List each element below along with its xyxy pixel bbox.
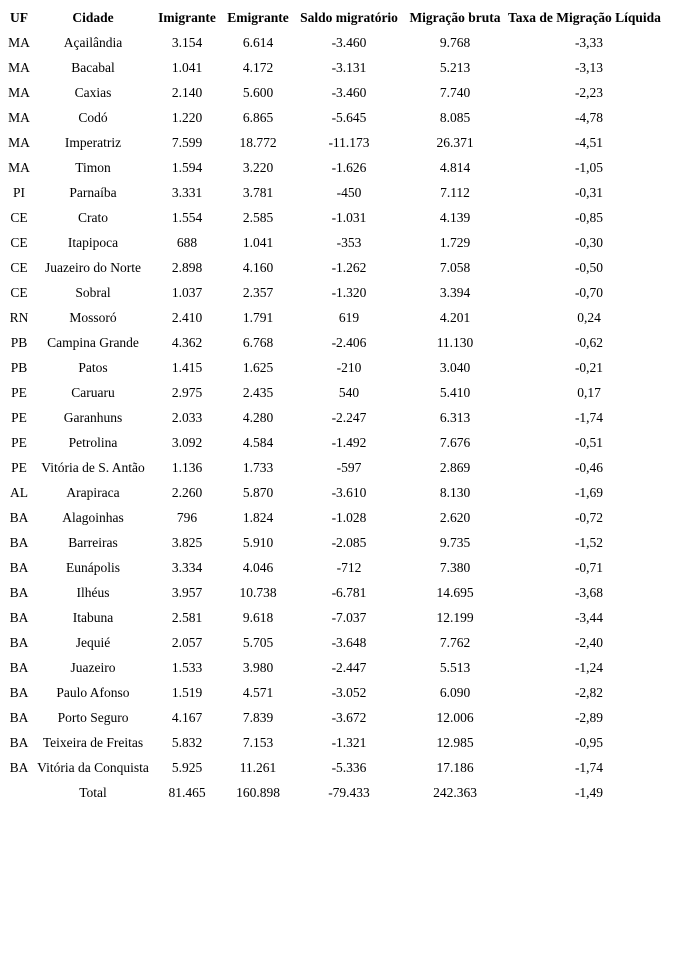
emigrante-cell: 3.220 <box>242 159 274 175</box>
emigrante-cell: 4.172 <box>242 59 274 75</box>
taxa-cell: -4,51 <box>574 134 604 150</box>
cidade-cell: Juazeiro do Norte <box>45 259 141 275</box>
saldo-cell: -3.052 <box>331 684 367 700</box>
migracao-bruta-cell: 3.040 <box>439 359 471 375</box>
taxa-cell: 0,24 <box>577 309 601 325</box>
saldo-cell: -7.037 <box>331 609 367 625</box>
migracao-bruta-cell: 4.814 <box>439 159 471 175</box>
table-row <box>4 55 672 80</box>
migracao-bruta-cell: 4.139 <box>439 209 471 225</box>
taxa-cell: -1,49 <box>574 784 604 800</box>
emigrante-cell: 18.772 <box>239 134 277 150</box>
emigrante-cell: 2.357 <box>242 284 274 300</box>
emigrante-cell: 4.160 <box>242 259 274 275</box>
table-row <box>4 580 672 605</box>
taxa-cell: -0,46 <box>574 459 604 475</box>
cidade-cell: Timon <box>75 159 111 175</box>
taxa-cell: -1,24 <box>574 659 604 675</box>
cidade-cell: Ilhéus <box>76 584 110 600</box>
emigrante-cell: 4.584 <box>242 434 274 450</box>
cidade-cell: Alagoinhas <box>62 509 124 525</box>
emigrante-cell: 5.910 <box>242 534 274 550</box>
taxa-cell: -2,89 <box>574 709 604 725</box>
emigrante-cell: 2.435 <box>242 384 274 400</box>
cidade-cell: Porto Seguro <box>57 709 129 725</box>
migracao-bruta-cell: 3.394 <box>439 284 471 300</box>
uf-cell: BA <box>9 534 29 550</box>
cidade-cell: Bacabal <box>71 59 115 75</box>
header-uf: UF <box>10 9 28 25</box>
imigrante-cell: 1.037 <box>171 284 203 300</box>
uf-cell: BA <box>9 559 29 575</box>
taxa-cell: -0,72 <box>574 509 604 525</box>
uf-cell: MA <box>8 84 30 100</box>
table-row <box>4 30 672 55</box>
header-imigrante: Imigrante <box>158 9 216 25</box>
migracao-bruta-cell: 12.006 <box>436 709 474 725</box>
migracao-bruta-cell: 2.620 <box>439 509 471 525</box>
imigrante-cell: 3.957 <box>171 584 203 600</box>
cidade-cell: Itapipoca <box>67 234 119 250</box>
uf-cell: BA <box>9 634 29 650</box>
migracao-bruta-cell: 9.735 <box>439 534 471 550</box>
imigrante-cell: 1.594 <box>171 159 203 175</box>
migracao-bruta-cell: 12.199 <box>436 609 474 625</box>
emigrante-cell: 5.600 <box>242 84 274 100</box>
migracao-bruta-cell: 6.090 <box>439 684 471 700</box>
saldo-cell: -1.028 <box>331 509 367 525</box>
imigrante-cell: 2.057 <box>171 634 203 650</box>
emigrante-cell: 7.153 <box>242 734 274 750</box>
saldo-cell: -5.336 <box>331 759 367 775</box>
taxa-cell: -3,33 <box>574 34 604 50</box>
saldo-cell: -1.320 <box>331 284 367 300</box>
table-row <box>4 455 672 480</box>
table-row <box>4 680 672 705</box>
uf-cell: MA <box>8 59 30 75</box>
migracao-bruta-cell: 1.729 <box>439 234 471 250</box>
table-row <box>4 355 672 380</box>
uf-cell: BA <box>9 759 29 775</box>
migracao-bruta-cell: 9.768 <box>439 34 471 50</box>
taxa-cell: -0,85 <box>574 209 604 225</box>
table-body <box>4 30 672 805</box>
imigrante-cell: 1.041 <box>171 59 203 75</box>
cidade-cell: Itabuna <box>72 609 114 625</box>
table-row <box>4 155 672 180</box>
uf-cell: BA <box>9 709 29 725</box>
taxa-cell: -3,44 <box>574 609 604 625</box>
imigrante-cell: 1.554 <box>171 209 203 225</box>
emigrante-cell: 9.618 <box>242 609 274 625</box>
imigrante-cell: 2.975 <box>171 384 203 400</box>
taxa-cell: -3,13 <box>574 59 604 75</box>
saldo-cell: -6.781 <box>331 584 367 600</box>
saldo-cell: -1.492 <box>331 434 367 450</box>
taxa-cell: -0,21 <box>574 359 604 375</box>
saldo-cell: -712 <box>336 559 362 575</box>
uf-cell: MA <box>8 159 30 175</box>
table-row <box>4 80 672 105</box>
migracao-bruta-cell: 6.313 <box>439 409 471 425</box>
taxa-cell: 0,17 <box>577 384 601 400</box>
saldo-cell: -2.406 <box>331 334 367 350</box>
header-saldo-migratorio: Saldo migratório <box>300 9 398 25</box>
uf-cell: PE <box>11 434 27 450</box>
migracao-bruta-cell: 8.130 <box>439 484 471 500</box>
imigrante-cell: 2.898 <box>171 259 203 275</box>
migracao-bruta-cell: 8.085 <box>439 109 471 125</box>
uf-cell <box>4 780 34 805</box>
saldo-cell: -597 <box>336 459 362 475</box>
saldo-cell: -450 <box>336 184 362 200</box>
cidade-cell: Imperatriz <box>64 134 122 150</box>
migracao-bruta-cell: 11.130 <box>436 334 474 350</box>
emigrante-cell: 4.280 <box>242 409 274 425</box>
table-row <box>4 655 672 680</box>
cidade-cell: Caxias <box>74 84 112 100</box>
uf-cell: PI <box>12 184 25 200</box>
saldo-cell: -210 <box>336 359 362 375</box>
imigrante-cell: 3.825 <box>171 534 203 550</box>
saldo-cell: -1.626 <box>331 159 367 175</box>
uf-cell: BA <box>9 584 29 600</box>
cidade-cell: Garanhuns <box>63 409 123 425</box>
table-row <box>4 755 672 780</box>
imigrante-cell: 2.260 <box>171 484 203 500</box>
emigrante-cell: 6.768 <box>242 334 274 350</box>
saldo-cell: -3.610 <box>331 484 367 500</box>
emigrante-cell: 1.733 <box>242 459 274 475</box>
uf-cell: MA <box>8 134 30 150</box>
saldo-cell: -1.321 <box>331 734 367 750</box>
cidade-cell: Vitória da Conquista <box>37 759 149 775</box>
taxa-cell: -1,69 <box>574 484 604 500</box>
migracao-bruta-cell: 242.363 <box>433 784 477 800</box>
saldo-cell: -1.262 <box>331 259 367 275</box>
cidade-cell: Juazeiro <box>70 659 116 675</box>
imigrante-cell: 3.331 <box>171 184 203 200</box>
taxa-cell: -0,71 <box>574 559 604 575</box>
uf-cell: RN <box>9 309 29 325</box>
emigrante-cell: 11.261 <box>239 759 277 775</box>
migracao-bruta-cell: 7.762 <box>439 634 471 650</box>
table-row <box>4 630 672 655</box>
saldo-cell: -3.672 <box>331 709 367 725</box>
table-row <box>4 405 672 430</box>
cidade-cell: Patos <box>78 359 108 375</box>
emigrante-cell: 6.614 <box>242 34 274 50</box>
saldo-cell: -2.247 <box>331 409 367 425</box>
imigrante-cell: 4.362 <box>171 334 203 350</box>
imigrante-cell: 1.220 <box>171 109 203 125</box>
imigrante-cell: 2.410 <box>171 309 203 325</box>
imigrante-cell: 5.925 <box>171 759 203 775</box>
uf-cell: CE <box>10 284 28 300</box>
table-header-row <box>4 5 672 30</box>
migracao-bruta-cell: 7.058 <box>439 259 471 275</box>
migracao-bruta-cell: 5.213 <box>439 59 471 75</box>
imigrante-cell: 2.033 <box>171 409 203 425</box>
migracao-bruta-cell: 2.869 <box>439 459 471 475</box>
cidade-cell: Crato <box>78 209 108 225</box>
cidade-cell: Barreiras <box>68 534 118 550</box>
imigrante-cell: 796 <box>176 509 198 525</box>
table-row <box>4 705 672 730</box>
table-row <box>4 480 672 505</box>
uf-cell: MA <box>8 34 30 50</box>
emigrante-cell: 6.865 <box>242 109 274 125</box>
table-row <box>4 605 672 630</box>
cidade-cell: Paulo Afonso <box>56 684 130 700</box>
emigrante-cell: 160.898 <box>236 784 280 800</box>
total-row <box>4 780 672 805</box>
migracao-bruta-cell: 14.695 <box>436 584 474 600</box>
saldo-cell: -3.131 <box>331 59 367 75</box>
uf-cell: MA <box>8 109 30 125</box>
imigrante-cell: 4.167 <box>171 709 203 725</box>
saldo-cell: -353 <box>336 234 362 250</box>
taxa-cell: -1,52 <box>574 534 604 550</box>
emigrante-cell: 1.041 <box>242 234 274 250</box>
header-taxa-migracao-liquida: Taxa de Migração Líquida <box>508 9 661 25</box>
taxa-cell: -1,05 <box>574 159 604 175</box>
emigrante-cell: 1.824 <box>242 509 274 525</box>
uf-cell: BA <box>9 684 29 700</box>
uf-cell: CE <box>10 209 28 225</box>
saldo-cell: -3.460 <box>331 84 367 100</box>
cidade-cell: Jequié <box>75 634 111 650</box>
saldo-cell: -11.173 <box>328 134 370 150</box>
emigrante-cell: 7.839 <box>242 709 274 725</box>
taxa-cell: -0,30 <box>574 234 604 250</box>
taxa-cell: -3,68 <box>574 584 604 600</box>
saldo-cell: -3.648 <box>331 634 367 650</box>
imigrante-cell: 2.581 <box>171 609 203 625</box>
cidade-cell: Mossoró <box>69 309 117 325</box>
imigrante-cell: 688 <box>176 234 198 250</box>
emigrante-cell: 4.571 <box>242 684 274 700</box>
uf-cell: BA <box>9 734 29 750</box>
cidade-cell: Petrolina <box>68 434 118 450</box>
uf-cell: PE <box>11 459 27 475</box>
header-emigrante: Emigrante <box>227 9 289 25</box>
emigrante-cell: 5.870 <box>242 484 274 500</box>
emigrante-cell: 2.585 <box>242 209 274 225</box>
uf-cell: CE <box>10 259 28 275</box>
migracao-bruta-cell: 7.112 <box>440 184 470 200</box>
saldo-cell: 619 <box>338 309 360 325</box>
emigrante-cell: 5.705 <box>242 634 274 650</box>
taxa-cell: -0,62 <box>574 334 604 350</box>
migracao-bruta-cell: 5.513 <box>439 659 471 675</box>
table-row <box>4 730 672 755</box>
migracao-bruta-cell: 12.985 <box>436 734 474 750</box>
saldo-cell: -5.645 <box>331 109 367 125</box>
emigrante-cell: 10.738 <box>239 584 277 600</box>
migracao-bruta-cell: 7.740 <box>439 84 471 100</box>
table-row <box>4 255 672 280</box>
table-row <box>4 530 672 555</box>
table-row <box>4 330 672 355</box>
uf-cell: BA <box>9 509 29 525</box>
cidade-cell: Campina Grande <box>47 334 139 350</box>
table-row <box>4 105 672 130</box>
taxa-cell: -1,74 <box>574 409 604 425</box>
imigrante-cell: 2.140 <box>171 84 203 100</box>
saldo-cell: 540 <box>338 384 360 400</box>
uf-cell: AL <box>10 484 28 500</box>
uf-cell: PB <box>10 359 28 375</box>
uf-cell: BA <box>9 659 29 675</box>
table-row <box>4 130 672 155</box>
saldo-cell: -3.460 <box>331 34 367 50</box>
header-migracao-bruta: Migração bruta <box>409 9 501 25</box>
cidade-cell: Teixeira de Freitas <box>42 734 144 750</box>
taxa-cell: -2,23 <box>574 84 604 100</box>
table-row <box>4 430 672 455</box>
header-cidade: Cidade <box>72 9 114 25</box>
table-row <box>4 555 672 580</box>
taxa-cell: -0,51 <box>574 434 604 450</box>
migracao-bruta-cell: 7.676 <box>439 434 471 450</box>
uf-cell: BA <box>9 609 29 625</box>
table-row <box>4 230 672 255</box>
table-row <box>4 205 672 230</box>
imigrante-cell: 7.599 <box>171 134 203 150</box>
emigrante-cell: 1.625 <box>242 359 274 375</box>
cidade-cell: Açailândia <box>63 34 123 50</box>
table-row <box>4 380 672 405</box>
table-row <box>4 505 672 530</box>
imigrante-cell: 1.519 <box>171 684 203 700</box>
taxa-cell: -0,31 <box>574 184 604 200</box>
uf-cell: PE <box>11 409 27 425</box>
cidade-cell: Vitória de S. Antão <box>41 459 145 475</box>
imigrante-cell: 3.092 <box>171 434 203 450</box>
table-row <box>4 305 672 330</box>
taxa-cell: -1,74 <box>574 759 604 775</box>
saldo-cell: -2.447 <box>331 659 367 675</box>
emigrante-cell: 4.046 <box>242 559 274 575</box>
taxa-cell: -0,95 <box>574 734 604 750</box>
imigrante-cell: 1.533 <box>171 659 203 675</box>
cidade-cell: Parnaíba <box>69 184 117 200</box>
imigrante-cell: 3.334 <box>171 559 203 575</box>
cidade-cell: Total <box>79 784 107 800</box>
migracao-bruta-cell: 7.380 <box>439 559 471 575</box>
imigrante-cell: 3.154 <box>171 34 203 50</box>
taxa-cell: -2,82 <box>574 684 604 700</box>
migracao-bruta-cell: 26.371 <box>436 134 474 150</box>
emigrante-cell: 1.791 <box>242 309 274 325</box>
migracao-bruta-cell: 5.410 <box>439 384 471 400</box>
cidade-cell: Caruaru <box>71 384 115 400</box>
table-row <box>4 280 672 305</box>
emigrante-cell: 3.980 <box>242 659 274 675</box>
imigrante-cell: 1.136 <box>171 459 203 475</box>
imigrante-cell: 1.415 <box>171 359 203 375</box>
cidade-cell: Eunápolis <box>66 559 120 575</box>
emigrante-cell: 3.781 <box>242 184 274 200</box>
taxa-cell: -2,40 <box>574 634 604 650</box>
taxa-cell: -0,50 <box>574 259 604 275</box>
saldo-cell: -79.433 <box>328 784 370 800</box>
cidade-cell: Codó <box>78 109 108 125</box>
migracao-bruta-cell: 17.186 <box>436 759 474 775</box>
saldo-cell: -1.031 <box>331 209 367 225</box>
saldo-cell: -2.085 <box>331 534 367 550</box>
cidade-cell: Sobral <box>75 284 111 300</box>
taxa-cell: -4,78 <box>574 109 604 125</box>
migracao-bruta-cell: 4.201 <box>439 309 471 325</box>
uf-cell: CE <box>10 234 28 250</box>
migration-table <box>4 5 672 805</box>
imigrante-cell: 5.832 <box>171 734 203 750</box>
table-row <box>4 180 672 205</box>
uf-cell: PB <box>10 334 28 350</box>
cidade-cell: Arapiraca <box>66 484 120 500</box>
taxa-cell: -0,70 <box>574 284 604 300</box>
imigrante-cell: 81.465 <box>168 784 206 800</box>
uf-cell: PE <box>11 384 27 400</box>
